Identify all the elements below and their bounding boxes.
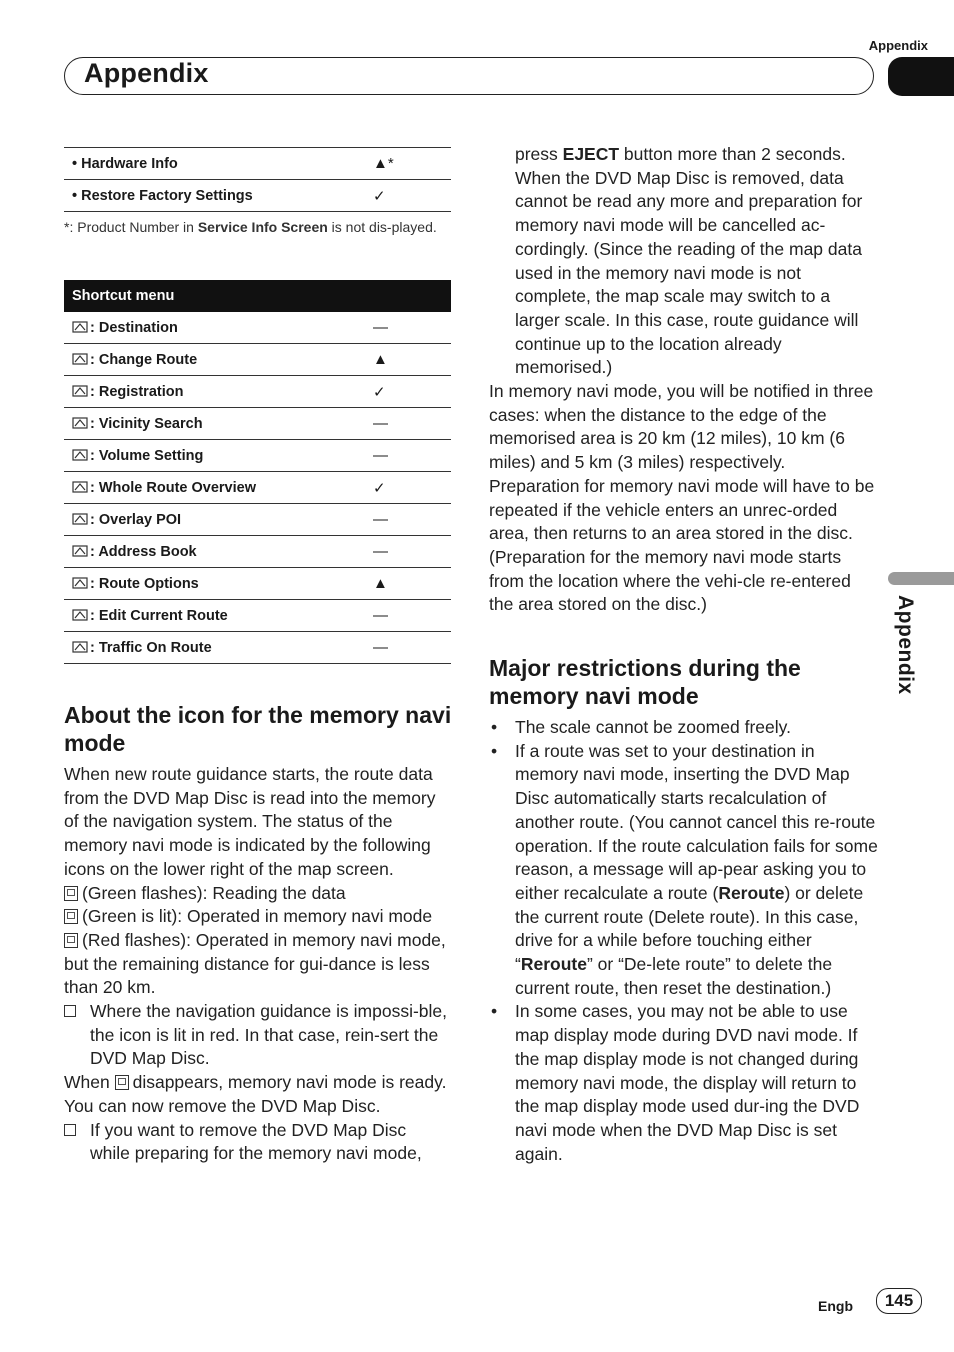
paragraph-text: When xyxy=(64,1072,110,1093)
paragraph-text: button more than 2 seconds. When the DVD Map Disc is removed, data cannot be read any more and preparation for memory navi mode will be cancelled ac-cordingly. (Since the reading of the map data used in the memory navi mode is not complete, the map scale may switch to a larger scale. In this case, route guidance will continue up to the location already memorised.) xyxy=(515,144,863,378)
row-mark: ▲ xyxy=(361,568,451,600)
row-label: : Destination xyxy=(90,319,178,336)
destination-icon xyxy=(72,320,88,334)
row-mark: ✓ xyxy=(361,180,451,212)
paragraph-text: press xyxy=(515,144,563,164)
traffic-on-route-icon xyxy=(72,640,88,654)
paragraph-text: disappears, memory navi mode is ready. You can now remove the DVD Map Disc. xyxy=(64,1072,447,1116)
row-label: : Edit Current Route xyxy=(90,607,228,624)
note-item xyxy=(64,1000,449,1071)
memory-navi-icon xyxy=(64,933,78,948)
bullet-text: If a route was set to your destination in memory navi mode, inserting the DVD Map Disc automatically starts recalculation of another route. (You cannot cancel this re-route operation. If the route calculation fails for some reason, a message will ap-pear asking you to either recalculate a route ( xyxy=(515,740,878,903)
row-label: : Change Route xyxy=(90,351,198,368)
bullet-text: ) or delete the current route (Delete route). In this case, drive for a while before touching either “ xyxy=(515,882,864,975)
row-label-cell xyxy=(64,632,361,664)
row-mark: ✓ xyxy=(361,472,451,504)
row-label: : Route Options xyxy=(90,575,199,592)
note-item xyxy=(64,1119,449,1166)
row-mark: — xyxy=(361,504,451,536)
section-heading: About the icon for the memory navi mode xyxy=(64,702,452,756)
table-row xyxy=(64,440,451,472)
route-options-icon xyxy=(72,576,88,590)
right-body-bullets xyxy=(489,716,879,1166)
row-label: : Registration xyxy=(90,383,184,400)
row-label-cell xyxy=(64,472,361,504)
page-number: 145 xyxy=(876,1288,922,1314)
icon-line xyxy=(64,929,449,1000)
paragraph-bold: EJECT xyxy=(562,144,620,164)
paragraph: Preparation for memory navi mode will have to be repeated if the vehicle enters an unrec-orded area, then returns to an area stored in the disc. (Preparation for the memory navi mode starts from the location where the vehi-cle re-entered the area stored on the disc.) xyxy=(489,475,875,615)
table-row xyxy=(64,180,451,212)
table-row xyxy=(64,568,451,600)
whole-route-overview-icon xyxy=(72,480,88,494)
table-row xyxy=(64,376,451,408)
table-row xyxy=(64,408,451,440)
row-mark: — xyxy=(361,408,451,440)
row-label: : Overlay POI xyxy=(90,511,182,528)
table-row xyxy=(64,536,451,568)
row-label: : Whole Route Overview xyxy=(90,479,256,496)
bullet-text: ” or “De-lete route” to delete the current route, then reset the destination.) xyxy=(515,954,833,998)
row-mark: ✓ xyxy=(361,376,451,408)
row-label: : Vicinity Search xyxy=(90,415,203,432)
registration-icon xyxy=(72,384,88,398)
row-mark: ▲* xyxy=(361,148,451,180)
bullet-bold: Reroute xyxy=(520,954,587,975)
memory-navi-icon xyxy=(64,909,78,924)
table-row xyxy=(64,632,451,664)
checkbox-bullet-icon xyxy=(64,1124,76,1136)
footnote-bold: Service Info Screen xyxy=(197,219,328,235)
bullet-item xyxy=(489,740,879,1001)
table-row xyxy=(64,344,451,376)
memory-navi-icon xyxy=(64,886,78,901)
row-label: • Hardware Info xyxy=(64,148,361,180)
row-label: : Traffic On Route xyxy=(90,639,212,656)
note-text: Where the navigation guidance is impossi-ble, the icon is lit in red. In that case, rein-sert the DVD Map Disc. xyxy=(90,1001,447,1069)
row-mark: — xyxy=(361,536,451,568)
icon-line xyxy=(64,905,449,929)
right-body-top xyxy=(489,143,879,617)
section-tab-marker xyxy=(888,57,954,96)
paragraph: In memory navi mode, you will be notified in three cases: when the distance to the edge of the memorised area is 20 km (12 miles), 10 km (6 miles) and 5 km (3 miles) respectively. xyxy=(489,381,874,473)
row-label: : Volume Setting xyxy=(90,447,204,464)
table-row xyxy=(64,472,451,504)
row-label-cell xyxy=(64,376,361,408)
row-mark: — xyxy=(361,632,451,664)
table-row xyxy=(64,504,451,536)
row-label-cell xyxy=(64,440,361,472)
language-code: Engb xyxy=(818,1298,853,1314)
bullet-item: • The scale cannot be zoomed freely. xyxy=(489,716,879,740)
row-label: • Restore Factory Settings xyxy=(64,180,361,212)
table-row xyxy=(64,600,451,632)
address-book-icon xyxy=(72,544,88,558)
row-label-cell xyxy=(64,408,361,440)
section-heading: Major restrictions during the memory navi mode xyxy=(489,655,801,709)
row-label: : Address Book xyxy=(90,543,197,560)
bullet-item: • In some cases, you may not be able to use map display mode during DVD navi mode. If the map display mode is not changed during memory navi mode, the display will return to the map display mode used dur-ing the DVD navi mode when the DVD Map Disc is set again. xyxy=(489,1000,879,1166)
settings-table xyxy=(64,147,451,212)
table-row xyxy=(64,148,451,180)
icon-line-text: (Green is lit): Operated in memory navi mode xyxy=(82,906,433,927)
change-route-icon xyxy=(72,352,88,366)
row-label-cell xyxy=(64,312,361,344)
bullet-bold: Reroute xyxy=(718,882,785,903)
side-section-label: Appendix xyxy=(894,595,917,695)
paragraph xyxy=(489,143,879,380)
checkbox-bullet-icon xyxy=(64,1005,76,1017)
edit-current-route-icon xyxy=(72,608,88,622)
table-row xyxy=(64,312,451,344)
row-label-cell xyxy=(64,536,361,568)
volume-setting-icon xyxy=(72,448,88,462)
memory-navi-icon xyxy=(115,1075,129,1090)
row-label-cell xyxy=(64,568,361,600)
row-mark: — xyxy=(361,440,451,472)
page-title: Appendix xyxy=(84,58,209,88)
row-mark: — xyxy=(361,312,451,344)
note-text: If you want to remove the DVD Map Disc while preparing for the memory navi mode, xyxy=(90,1119,422,1164)
row-label-cell xyxy=(64,344,361,376)
side-tab-marker xyxy=(888,572,954,585)
overlay-poi-icon xyxy=(72,512,88,526)
paragraph xyxy=(64,1071,449,1118)
table-header: Shortcut menu xyxy=(64,280,451,312)
footnote-text: is not dis-played. xyxy=(327,219,437,235)
row-mark: — xyxy=(361,600,451,632)
row-label-cell xyxy=(64,600,361,632)
running-header-label: Appendix xyxy=(868,38,928,53)
icon-line-text: (Red flashes): Operated in memory navi mode, but the remaining distance for gui-dance is less than 20 km. xyxy=(64,929,446,998)
vicinity-search-icon xyxy=(72,416,88,430)
row-mark: ▲ xyxy=(361,344,451,376)
footnote-text: *: Product Number in xyxy=(64,219,198,235)
row-label-cell xyxy=(64,504,361,536)
shortcut-menu-table xyxy=(64,280,451,664)
icon-line xyxy=(64,882,449,906)
left-body xyxy=(64,763,449,1166)
paragraph: When new route guidance starts, the route data from the DVD Map Disc is read into the memory of the navigation system. The status of the memory navi mode is indicated by the following icons on the lower right of the map screen. xyxy=(64,764,436,879)
table-footnote xyxy=(64,216,444,238)
icon-line-text: (Green flashes): Reading the data xyxy=(82,882,346,903)
